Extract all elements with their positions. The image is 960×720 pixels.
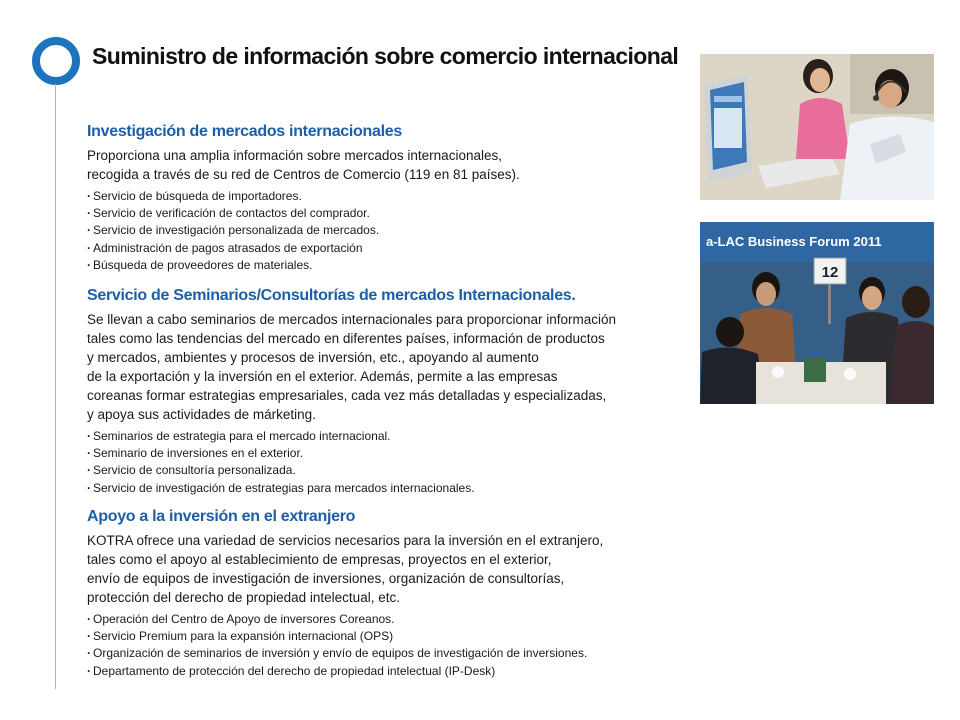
list-item: · Organización de seminarios de inversión y envío de equipos de investigación de inversiones. bbox=[87, 645, 647, 662]
list-item: · Seminario de inversiones en el exterior. bbox=[87, 445, 647, 462]
bullet-list bbox=[87, 188, 647, 274]
section-heading: Investigación de mercados internacionales bbox=[87, 123, 402, 140]
paragraph-line: tales como las tendencias del mercado en diferentes países, información de productos bbox=[87, 331, 605, 346]
list-item: · Servicio de consultoría personalizada. bbox=[87, 462, 647, 479]
vertical-divider bbox=[55, 84, 56, 689]
paragraph-line: protección del derecho de propiedad intelectual, etc. bbox=[87, 590, 400, 605]
list-item: · Búsqueda de proveedores de materiales. bbox=[87, 257, 647, 274]
paragraph-line: de la exportación y la inversión en el exterior. Además, permite a las empresas bbox=[87, 369, 558, 384]
page-title: Suministro de información sobre comercio internacional bbox=[92, 43, 679, 69]
paragraph-line: Se llevan a cabo seminarios de mercados internacionales para proporcionar información bbox=[87, 312, 617, 327]
list-item: · Servicio de verificación de contactos del comprador. bbox=[87, 205, 647, 222]
bullet-list bbox=[87, 428, 647, 497]
list-item: · Departamento de protección del derecho de propiedad intelectual (IP-Desk) bbox=[87, 663, 647, 680]
paragraph-line: Proporciona una amplia información sobre mercados internacionales, bbox=[87, 148, 502, 163]
bullet-list bbox=[87, 611, 647, 680]
paragraph-line: recogida a través de su red de Centros de Comercio (119 en 81 países). bbox=[87, 167, 520, 182]
business-forum-photo bbox=[700, 222, 934, 404]
list-item: · Servicio de investigación de estrategias para mercados internacionales. bbox=[87, 480, 647, 497]
list-item: · Servicio Premium para la expansión internacional (OPS) bbox=[87, 628, 647, 645]
title-circle-icon bbox=[32, 37, 80, 85]
section-paragraph bbox=[87, 146, 647, 184]
paragraph-line: envío de equipos de investigación de inversiones, organización de consultorías, bbox=[87, 571, 565, 586]
list-item: · Servicio de investigación personalizada de mercados. bbox=[87, 222, 647, 239]
list-item: · Servicio de búsqueda de importadores. bbox=[87, 188, 647, 205]
section-heading: Servicio de Seminarios/Consultorías de mercados Internacionales. bbox=[87, 287, 576, 304]
list-item: · Operación del Centro de Apoyo de inversores Coreanos. bbox=[87, 611, 647, 628]
section-investment-support bbox=[87, 508, 647, 680]
section-heading: Apoyo a la inversión en el extranjero bbox=[87, 508, 356, 525]
paragraph-line: tales como el apoyo al establecimiento de empresas, proyectos en el exterior, bbox=[87, 552, 552, 567]
section-paragraph bbox=[87, 310, 647, 424]
call-center-photo bbox=[700, 54, 934, 200]
list-item: · Administración de pagos atrasados de exportación bbox=[87, 240, 647, 257]
section-market-research bbox=[87, 123, 647, 274]
paragraph-line: coreanas formar estrategias empresariales, cada vez más detalladas y especializadas, bbox=[87, 388, 607, 403]
list-item: · Seminarios de estrategia para el mercado internacional. bbox=[87, 428, 647, 445]
forum-banner-text: a-LAC Business Forum 2011 bbox=[706, 234, 882, 249]
section-paragraph bbox=[87, 531, 647, 607]
call-center-illustration bbox=[700, 54, 934, 200]
paragraph-line: y mercados, ambientes y procesos de inversión, etc., apoyando al aumento bbox=[87, 350, 539, 365]
table-number-sign: 12 bbox=[821, 264, 839, 281]
section-seminars bbox=[87, 287, 647, 497]
business-forum-illustration bbox=[700, 222, 934, 404]
paragraph-line: y apoya sus actividades de márketing. bbox=[87, 407, 316, 422]
paragraph-line: KOTRA ofrece una variedad de servicios necesarios para la inversión en el extranjero, bbox=[87, 533, 604, 548]
